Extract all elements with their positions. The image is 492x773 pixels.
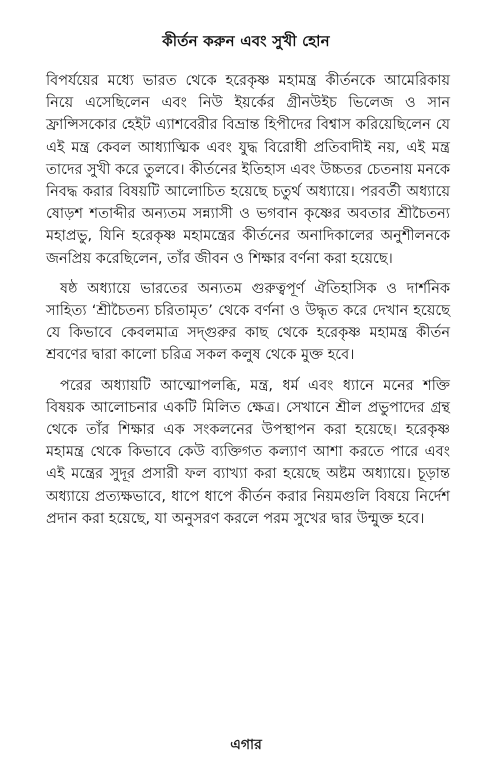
page-title: কীর্তন করুন এবং সুখী হোন: [162, 32, 330, 50]
page-number: এগার: [230, 737, 262, 753]
paragraph-3: পরের অধ্যায়টি আত্মোপলব্ধি, মন্ত্র, ধর্ম এবং ধ্যানে মনের শক্তি বিষয়ক আলোচনার একটি মিলিত ক্ষেত্র। সেখানে শ্রীল প্রভুপাদের গ্রন্থ থেকে তাঁর শিক্ষার এক সংকলনের উপস্থাপন করা হয়েছে। হরেকৃষ্ণ মহামন্ত্র থেকে কিভাবে কেউ ব্যক্তিগত কল্যাণ আশা করতে পারে এবং এই মন্ত্রের সুদূর প্রসারী ফল ব্যাখ্যা করা হয়েছে অষ্টম অধ্যায়ে। চূড়ান্ত অধ্যায়ে প্রত্যক্ষভাবে, ধাপে ধাপে কীর্তন করার নিয়মগুলি বিষয়ে নির্দেশ প্রদান করা হয়েছে, যা অনুসরণ করলে পরম সুখের দ্বার উন্মুক্ত হবে।: [46, 377, 450, 527]
page-body: [46, 70, 450, 538]
paragraph-1: বিপর্যয়ের মধ্যে ভারত থেকে হরেকৃষ্ণ মহামন্ত্র কীর্তনকে আমেরিকায় নিয়ে এসেছিলেন এবং নিউ ইয়র্কের গ্রীনউইচ ভিলেজ ও সান ফ্রান্সিসকোর হেইট এ্যাশবেরীর বিভ্রান্ত হিপীদের বিশ্বাস করিয়েছিলেন যে এই মন্ত্র কেবল আধ্যাত্মিক এবং যুদ্ধ বিরোধী প্রতিবাদীই নয়, এই মন্ত্র তাদের সুখী করে তুলবে। কীর্তনের ইতিহাস এবং উচ্চতর চেতনায় মনকে নিবদ্ধ করার বিষয়টি আলোচিত হয়েছে চতুর্থ অধ্যায়ে। পরবর্তী অধ্যায়ে ষোড়শ শতাব্দীর অন্যতম সন্ন্যাসী ও ভগবান কৃষ্ণের অবতার শ্রীচৈতন্য মহাপ্রভু, যিনি হরেকৃষ্ণ মহামন্ত্রের কীর্তনের অনাদিকালের অনুশীলনকে জনপ্রিয় করেছিলেন, তাঁর জীবন ও শিক্ষার বর্ণনা করা হয়েছে।: [46, 73, 450, 267]
paragraph-2: ষষ্ঠ অধ্যায়ে ভারতের অন্যতম গুরুত্বপূর্ণ ঐতিহাসিক ও দার্শনিক সাহিত্য ‘শ্রীচৈতন্য চরিতামৃত’ থেকে বর্ণনা ও উদ্ধৃত করে দেখান হয়েছে যে কিভাবে কেবলমাত্র সদ্‌গুরুর কাছ থেকে হরেকৃষ্ণ মহামন্ত্র কীর্তন শ্রবণের দ্বারা কালো চরিত্র সকল কলুষ থেকে মুক্ত হবে।: [46, 280, 450, 364]
